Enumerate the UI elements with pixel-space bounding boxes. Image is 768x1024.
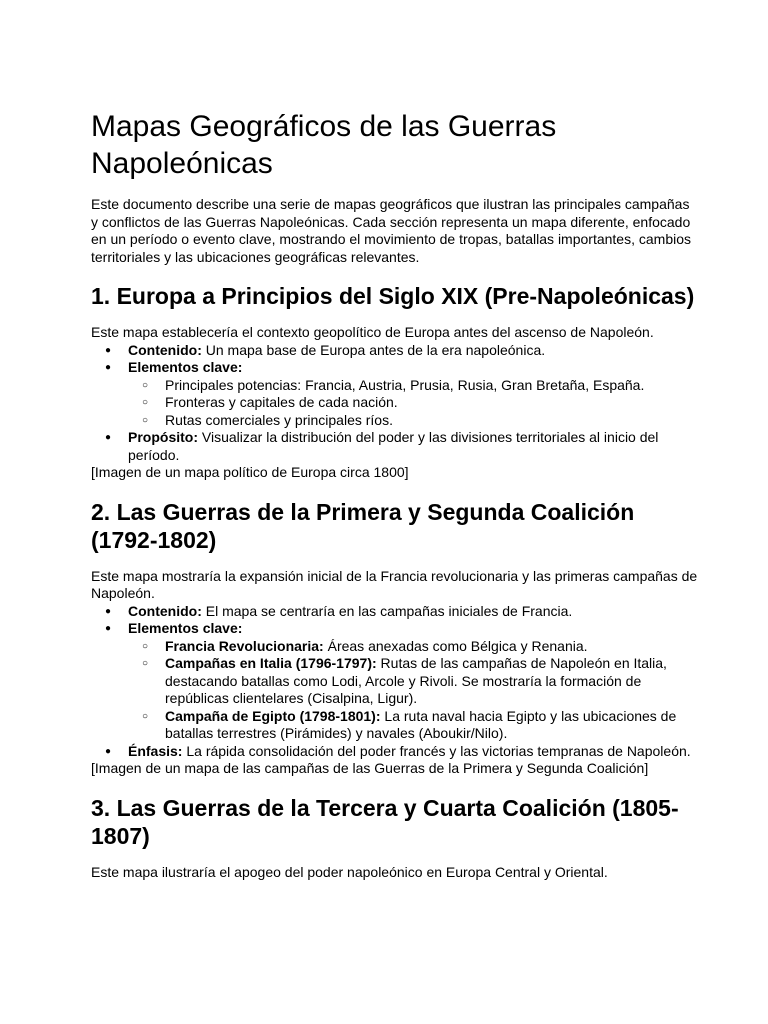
sub-item-label: Francia Revolucionaria:	[165, 637, 324, 654]
section-3-heading: 3. Las Guerras de la Tercera y Cuarta Coalición (1805-1807)	[91, 794, 679, 849]
sub-list-item	[128, 638, 698, 656]
item-label: Contenido:	[128, 602, 202, 619]
list-item	[91, 359, 698, 429]
list-item	[91, 342, 698, 360]
sub-list-item	[128, 655, 698, 708]
item-label: Propósito:	[128, 429, 198, 445]
list-item	[91, 620, 698, 743]
item-text: Un mapa base de Europa antes de la era napoleónica.	[201, 341, 546, 358]
sub-list	[128, 377, 698, 430]
section-2-list	[91, 603, 698, 761]
section-1-heading: 1. Europa a Principios del Siglo XIX (Pre-Napoleónicas)	[91, 283, 695, 309]
sub-list-item	[128, 708, 698, 743]
section-3	[91, 794, 698, 882]
sub-list-item: ○ Principales potencias: Francia, Austria, Prusia, Rusia, Gran Bretaña, España.	[128, 377, 698, 395]
document-title: Mapas Geográficos de las Guerras Napoleónicas	[91, 110, 557, 180]
list-item	[91, 743, 698, 761]
item-label: Elementos clave:	[128, 620, 243, 636]
section-2-heading: 2. Las Guerras de la Primera y Segunda Coalición (1792-1802)	[91, 498, 635, 553]
sub-list-item: ○ Fronteras y capitales de cada nación.	[128, 394, 698, 412]
item-text: El mapa se centraría en las campañas iniciales de Francia.	[201, 602, 573, 619]
item-label: Énfasis:	[128, 742, 183, 759]
sub-list-item: ○ Rutas comerciales y principales ríos.	[128, 412, 698, 430]
section-2-lead: Este mapa mostraría la expansión inicial de la Francia revolucionaria y las primeras campañas de Napoleón.	[91, 567, 698, 601]
image-placeholder-note: [Imagen de un mapa de las campañas de las Guerras de la Primera y Segunda Coalición]	[91, 760, 649, 776]
section-1	[91, 282, 698, 482]
list-item	[91, 603, 698, 621]
image-placeholder-note: [Imagen de un mapa político de Europa circa 1800]	[91, 464, 409, 480]
item-text: Visualizar la distribución del poder y las divisiones territoriales al inicio del período.	[128, 429, 659, 463]
section-1-lead: Este mapa establecería el contexto geopolítico de Europa antes del ascenso de Napoleón.	[91, 324, 654, 340]
sub-item-text: Áreas anexadas como Bélgica y Renania.	[323, 637, 588, 654]
sub-item-text: La ruta naval hacia Egipto y las ubicaciones de batallas terrestres (Pirámides) y navales (Aboukir/Nilo).	[165, 707, 677, 741]
list-item	[91, 429, 698, 464]
item-label: Elementos clave:	[128, 359, 243, 375]
section-3-lead: Este mapa ilustraría el apogeo del poder napoleónico en Europa Central y Oriental.	[91, 863, 608, 880]
section-2	[91, 498, 698, 778]
section-1-list	[91, 342, 698, 465]
sub-item-text: Rutas de las campañas de Napoleón en Italia, destacando batallas como Lodi, Arcole y Rivoli. Se mostraría la formación de repúblicas clientelares (Cisalpina, Ligur).	[165, 655, 667, 706]
intro-paragraph: Este documento describe una serie de mapas geográficos que ilustran las principales campañas y conflictos de las Guerras Napoleónicas. Cada sección representa un mapa diferente, enfocado en un período o evento clave, mostrando el movimiento de tropas, batallas importantes, cambios territoriales y las ubicaciones geográficas relevantes.	[91, 196, 691, 265]
sub-item-label: Campaña de Egipto (1798-1801):	[165, 707, 381, 724]
sub-item-label: Campañas en Italia (1796-1797):	[165, 655, 377, 671]
sub-list	[128, 638, 698, 743]
item-label: Contenido:	[128, 341, 202, 358]
item-text: La rápida consolidación del poder francés y las victorias tempranas de Napoleón.	[182, 742, 691, 759]
